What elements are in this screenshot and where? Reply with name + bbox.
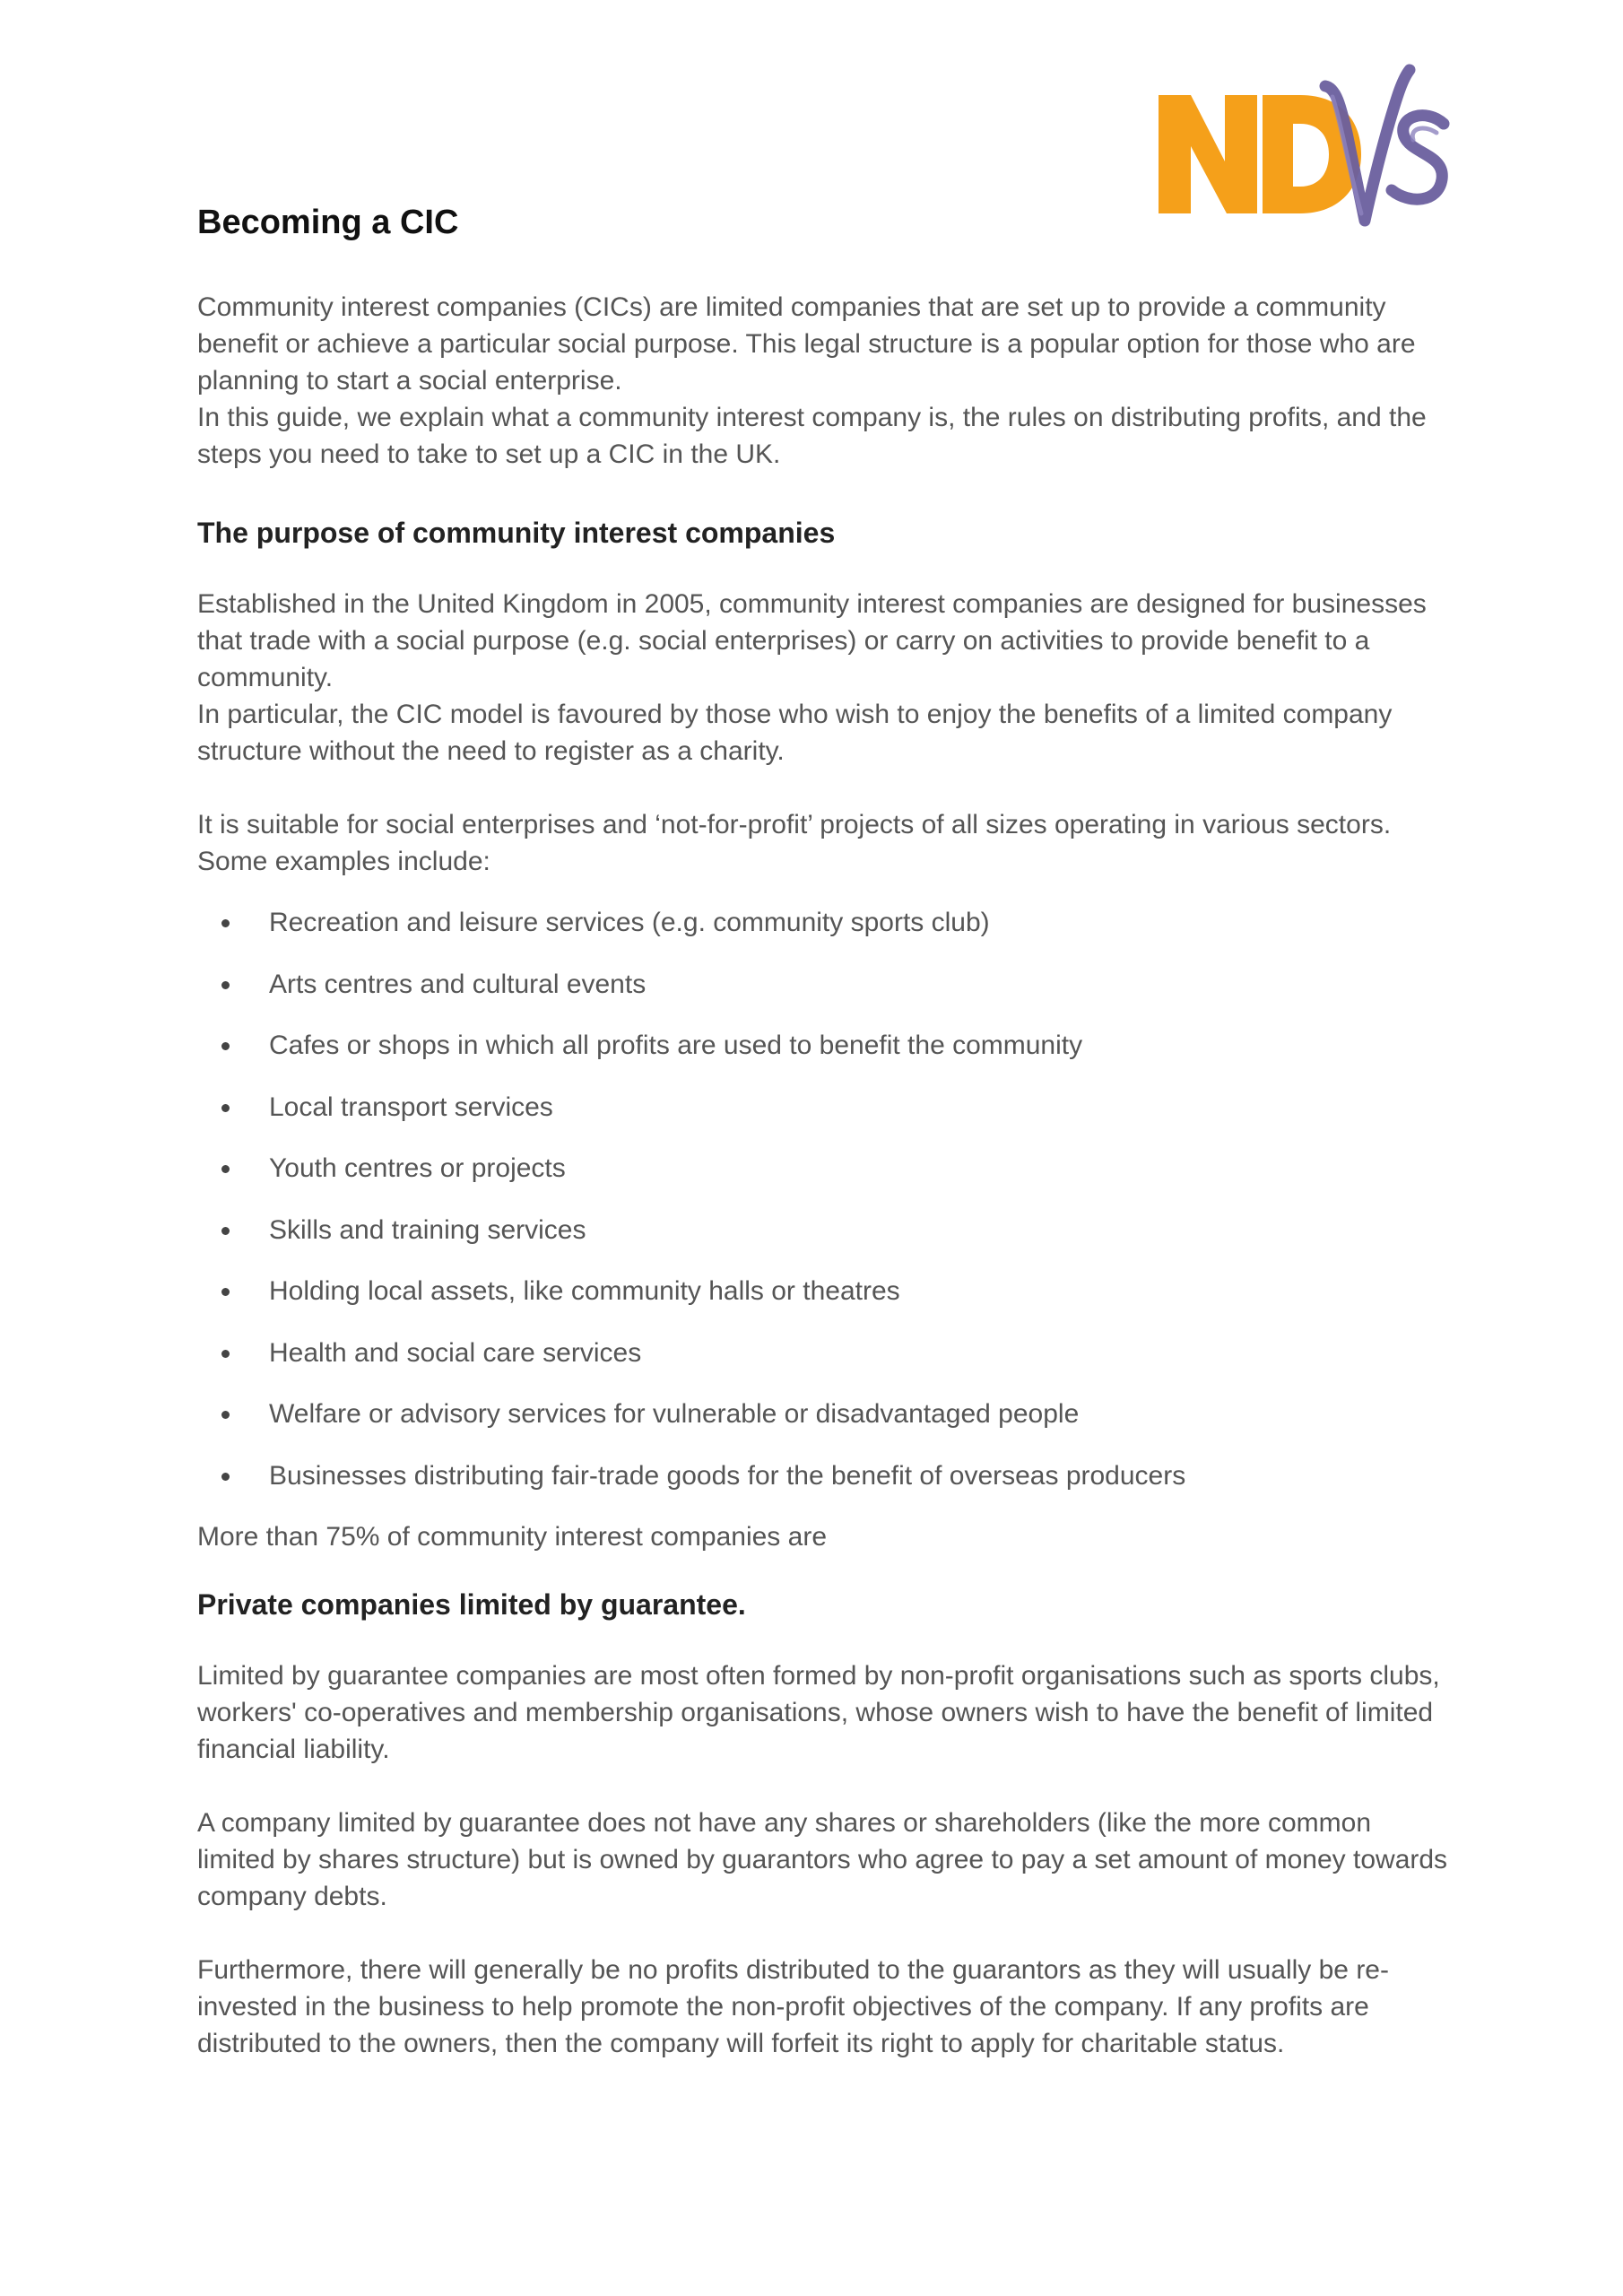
list-item: Local transport services — [197, 1089, 1453, 1126]
bullet-icon — [221, 1165, 230, 1173]
bullet-icon — [221, 1227, 230, 1235]
purpose-paragraph-1a: Established in the United Kingdom in 2005, community interest companies are designed for businesses that trade with a social purpose (e.g. social enterprises) or carry on activities to provide benefit to a community. — [197, 589, 1427, 692]
guarantee-paragraph-2: A company limited by guarantee does not have any shares or shareholders (like the more common limited by shares structure) but is owned by guarantors who agree to pay a set amount of money towards company debts. — [197, 1807, 1448, 1911]
bullet-icon — [221, 1104, 230, 1112]
section-heading-guarantee: Private companies limited by guarantee. — [197, 1587, 746, 1621]
purpose-paragraph-2: It is suitable for social enterprises and ‘not-for-profit’ projects of all sizes operating in various sectors. Some examples include: — [197, 810, 1392, 876]
intro-paragraph-2: In this guide, we explain what a community interest company is, the rules on distributing profits, and the steps you need to take to set up a CIC in the UK. — [197, 403, 1427, 469]
guarantee-paragraph-3: Furthermore, there will generally be no profits distributed to the guarantors as they will usually be re-invested in the business to help promote the non-profit objectives of the company. If any profits are distributed to the owners, then the company will forfeit its right to apply for charitable status. — [197, 1954, 1389, 2058]
bullet-icon — [221, 981, 230, 989]
guarantee-paragraph-1: Limited by guarantee companies are most often formed by non-profit organisations such as sports clubs, workers' co-operatives and membership organisations, whose owners wish to have the benefit of limited financial liability. — [197, 1660, 1440, 1764]
list-item: Businesses distributing fair-trade goods for the benefit of overseas producers — [197, 1457, 1453, 1494]
list-item: Skills and training services — [197, 1212, 1453, 1248]
examples-list — [197, 904, 1453, 1494]
purpose-paragraph-1b: In particular, the CIC model is favoured by those who wish to enjoy the benefits of a limited company structure without the need to register as a charity. — [197, 700, 1393, 766]
bullet-icon — [221, 1350, 230, 1358]
bullet-icon — [221, 1473, 230, 1481]
purpose-closing: More than 75% of community interest companies are — [197, 1521, 827, 1552]
list-item: Welfare or advisory services for vulnerable or disadvantaged people — [197, 1396, 1453, 1432]
document-content — [197, 196, 1453, 2062]
list-item: Youth centres or projects — [197, 1150, 1453, 1187]
list-item: Recreation and leisure services (e.g. community sports club) — [197, 904, 1453, 941]
bullet-icon — [221, 1411, 230, 1419]
list-item: Health and social care services — [197, 1335, 1453, 1371]
bullet-icon — [221, 1288, 230, 1296]
intro-paragraph-1: Community interest companies (CICs) are limited companies that are set up to provide a community benefit or achieve a particular social purpose. This legal structure is a popular option for those who are planning to start a social enterprise. — [197, 292, 1416, 396]
section-heading-purpose: The purpose of community interest companies — [197, 517, 836, 549]
bullet-icon — [221, 919, 230, 927]
list-item: Cafes or shops in which all profits are used to benefit the community — [197, 1027, 1453, 1064]
list-item: Arts centres and cultural events — [197, 966, 1453, 1003]
list-item: Holding local assets, like community halls or theatres — [197, 1273, 1453, 1309]
page-title: Becoming a CIC — [197, 204, 459, 241]
bullet-icon — [221, 1042, 230, 1050]
